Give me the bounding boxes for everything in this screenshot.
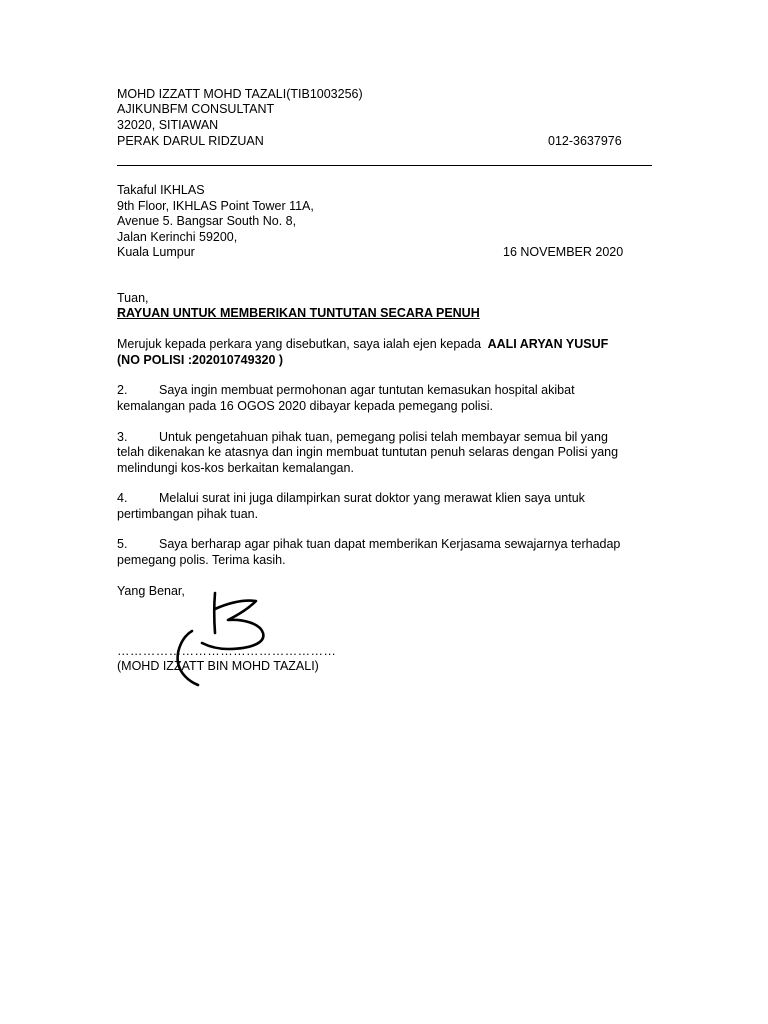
para2-line-1 bbox=[117, 383, 575, 398]
para4-number: 4. bbox=[117, 491, 128, 505]
sender-company: AJIKUNBFM CONSULTANT bbox=[117, 102, 275, 116]
sender-name: MOHD IZZATT MOHD TAZALI(TIB1003256) bbox=[117, 87, 363, 101]
para3-line-2: telah dikenakan ke atasnya dan ingin membuat tuntutan penuh selaras dengan Polisi yang bbox=[117, 445, 619, 459]
para3-line-3: melindungi kos-kos berkaitan kemalangan. bbox=[117, 461, 354, 475]
policy-number: (NO POLISI :202010749320 ) bbox=[117, 353, 284, 367]
para1-line-1 bbox=[117, 337, 608, 352]
recipient-line-4: Jalan Kerinchi 59200, bbox=[117, 230, 238, 244]
sender-phone: 012-3637976 bbox=[548, 134, 622, 148]
para4-line-1 bbox=[117, 491, 585, 506]
para2-line-2: kemalangan pada 16 OGOS 2020 dibayar kepada pemegang polisi. bbox=[117, 399, 493, 413]
closing: Yang Benar, bbox=[117, 584, 185, 598]
para3-line-1 bbox=[117, 430, 608, 445]
recipient-line-2: 9th Floor, IKHLAS Point Tower 11A, bbox=[117, 199, 314, 213]
para2-number: 2. bbox=[117, 383, 128, 397]
para4-text-1: Melalui surat ini juga dilampirkan surat doktor yang merawat klien saya untuk bbox=[159, 491, 585, 505]
para3-text-1: Untuk pengetahuan pihak tuan, pemegang polisi telah membayar semua bil yang bbox=[159, 430, 608, 444]
header-divider bbox=[117, 165, 652, 166]
signatory-name: (MOHD IZZATT BIN MOHD TAZALI) bbox=[117, 659, 319, 673]
recipient-line-3: Avenue 5. Bangsar South No. 8, bbox=[117, 214, 297, 228]
salutation: Tuan, bbox=[117, 291, 149, 305]
handwritten-signature bbox=[168, 585, 278, 690]
para5-text-1: Saya berharap agar pihak tuan dapat memberikan Kerjasama sewajarnya terhadap bbox=[159, 537, 621, 551]
para5-line-2: pemegang polis. Terima kasih. bbox=[117, 553, 286, 567]
para5-number: 5. bbox=[117, 537, 128, 551]
client-name: AALI ARYAN YUSUF bbox=[487, 337, 609, 351]
para3-number: 3. bbox=[117, 430, 128, 444]
signature-dotted-line: …………………………………………… bbox=[117, 644, 337, 658]
para1-text: Merujuk kepada perkara yang disebutkan, saya ialah ejen kepada bbox=[117, 337, 485, 351]
sender-state: PERAK DARUL RIDZUAN bbox=[117, 134, 264, 148]
subject-line: RAYUAN UNTUK MEMBERIKAN TUNTUTAN SECARA PENUH bbox=[117, 306, 480, 320]
para2-text-1: Saya ingin membuat permohonan agar tuntutan kemasukan hospital akibat bbox=[159, 383, 575, 397]
recipient-line-1: Takaful IKHLAS bbox=[117, 183, 205, 197]
recipient-line-5: Kuala Lumpur bbox=[117, 245, 195, 259]
sender-postcode-city: 32020, SITIAWAN bbox=[117, 118, 219, 132]
para4-line-2: pertimbangan pihak tuan. bbox=[117, 507, 259, 521]
letter-date: 16 NOVEMBER 2020 bbox=[503, 245, 624, 259]
para5-line-1 bbox=[117, 537, 620, 552]
